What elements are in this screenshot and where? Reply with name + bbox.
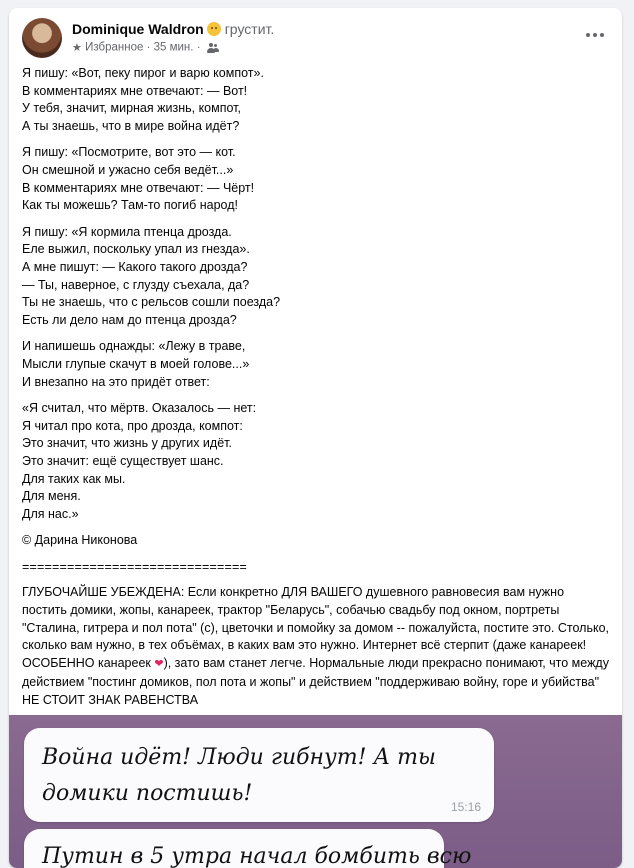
meta-separator: · — [196, 41, 201, 54]
poem-line: Я пишу: «Посмотрите, вот это — кот. — [22, 145, 236, 160]
poem-line: Для меня. — [22, 489, 81, 504]
poem-line: В комментариях мне отвечают: — Чёрт! — [22, 180, 255, 195]
poem — [22, 65, 612, 550]
poem-line: — Ты, наверное, с глузду съехала, да? — [22, 277, 250, 292]
post-text — [22, 65, 612, 709]
poem-stanza — [22, 400, 612, 524]
poem-line: Еле выжил, поскольку упал из гнезда». — [22, 242, 250, 257]
poem-line: Как ты можешь? Там-то погиб народ! — [22, 198, 238, 213]
note-text: ГЛУБОЧАЙШЕ УБЕЖДЕНА: Если конкретно ДЛЯ ВАШЕГО душевного равновесия вам нужно постить домики, жопы, канареек, трактор "Беларусь", собачью свадьбу под окном, портреты "Сталина, гитрера и пол пота" (с), цветочки и помойку за домом -- пожалуйста, постите это. Столько, сколько вам нужно, в тех объёмах, в каких вам это нужно. Интернет всё стерпит (даже канареек! ОСОБЕННО канареек — [22, 585, 610, 671]
poem-stanza — [22, 224, 612, 330]
heart-icon: ❤ — [154, 658, 164, 671]
poem-line: Это значит, что жизнь у других идёт. — [22, 436, 232, 451]
poem-stanza — [22, 532, 612, 550]
poem-line: Я пишу: «Я кормила птенца дрозда. — [22, 224, 232, 239]
poem-line: Я пишу: «Вот, пеку пирог и варю компот». — [22, 66, 264, 80]
author-name[interactable]: Dominique Waldron — [72, 21, 204, 37]
poem-line: © Дарина Никонова — [22, 533, 138, 548]
poem-line: У тебя, значит, мирная жизнь, компот, — [22, 101, 241, 116]
dot-icon — [593, 33, 597, 37]
audience-label[interactable]: Избранное — [85, 41, 144, 54]
poem-line: Он смешной и ужасно себя ведёт...» — [22, 163, 234, 178]
poem-line: Это значит: ещё существует шанс. — [22, 454, 224, 469]
dot-icon — [600, 33, 604, 37]
post-header — [22, 18, 622, 66]
poem-line: Для нас.» — [22, 507, 79, 522]
chat-message: Война идёт! Люди гибнут! А ты домики постишь! — [42, 745, 436, 806]
author-note — [22, 584, 612, 709]
poem-stanza — [22, 338, 612, 391]
poem-line: В комментариях мне отвечают: — Вот! — [22, 83, 248, 98]
meta-separator: · — [146, 41, 151, 54]
poem-stanza — [22, 65, 612, 136]
poem-stanza — [22, 144, 612, 215]
poem-line: А ты знаешь, что в мире война идёт? — [22, 119, 240, 134]
poem-line: Ты не знаешь, что с рельсов сошли поезда? — [22, 295, 281, 310]
post-timestamp[interactable]: 35 мин. — [153, 41, 194, 54]
poem-line: Для таких как мы. — [22, 471, 126, 486]
star-icon: ★ — [72, 42, 82, 54]
note-text: ), зато вам станет легче. Нормальные люди прекрасно понимают, что между действием "постинг домиков, пол пота и жопы" и действием "поддерживаю войну, горе и убийства" НЕ СТОИТ ЗНАК РАВЕНСТВА — [22, 656, 609, 707]
feeling-text: грустит. — [224, 21, 275, 37]
post-options-button[interactable] — [578, 20, 612, 50]
poem-line: И внезапно на это придёт ответ: — [22, 374, 210, 389]
chat-message: Путин в 5 утра начал бомбить всю — [42, 844, 472, 868]
poem-line: Мысли глупые скачут в моей голове...» — [22, 357, 250, 372]
poem-line: Есть ли дело нам до птенца дрозда? — [22, 313, 237, 328]
poem-line: А мне пишут: — Какого такого дрозда? — [22, 260, 248, 275]
poem-line: «Я считал, что мёртв. Оказалось — нет: — [22, 400, 257, 415]
dot-icon — [586, 33, 590, 37]
friends-audience-icon — [207, 43, 219, 53]
post-photo[interactable] — [9, 715, 622, 868]
sad-face-icon — [207, 22, 221, 36]
chat-timestamp: 15:16 — [450, 800, 481, 814]
author-line — [72, 21, 274, 37]
avatar[interactable] — [22, 18, 62, 58]
chat-bubble — [24, 829, 472, 868]
chat-bubble — [24, 728, 494, 822]
post-card — [9, 8, 622, 868]
poem-line: Я читал про кота, про дрозда, компот: — [22, 418, 243, 433]
poem-line: И напишешь однажды: «Лежу в траве, — [22, 339, 246, 354]
post-meta — [72, 41, 219, 54]
separator-line: ============================== — [22, 559, 247, 574]
